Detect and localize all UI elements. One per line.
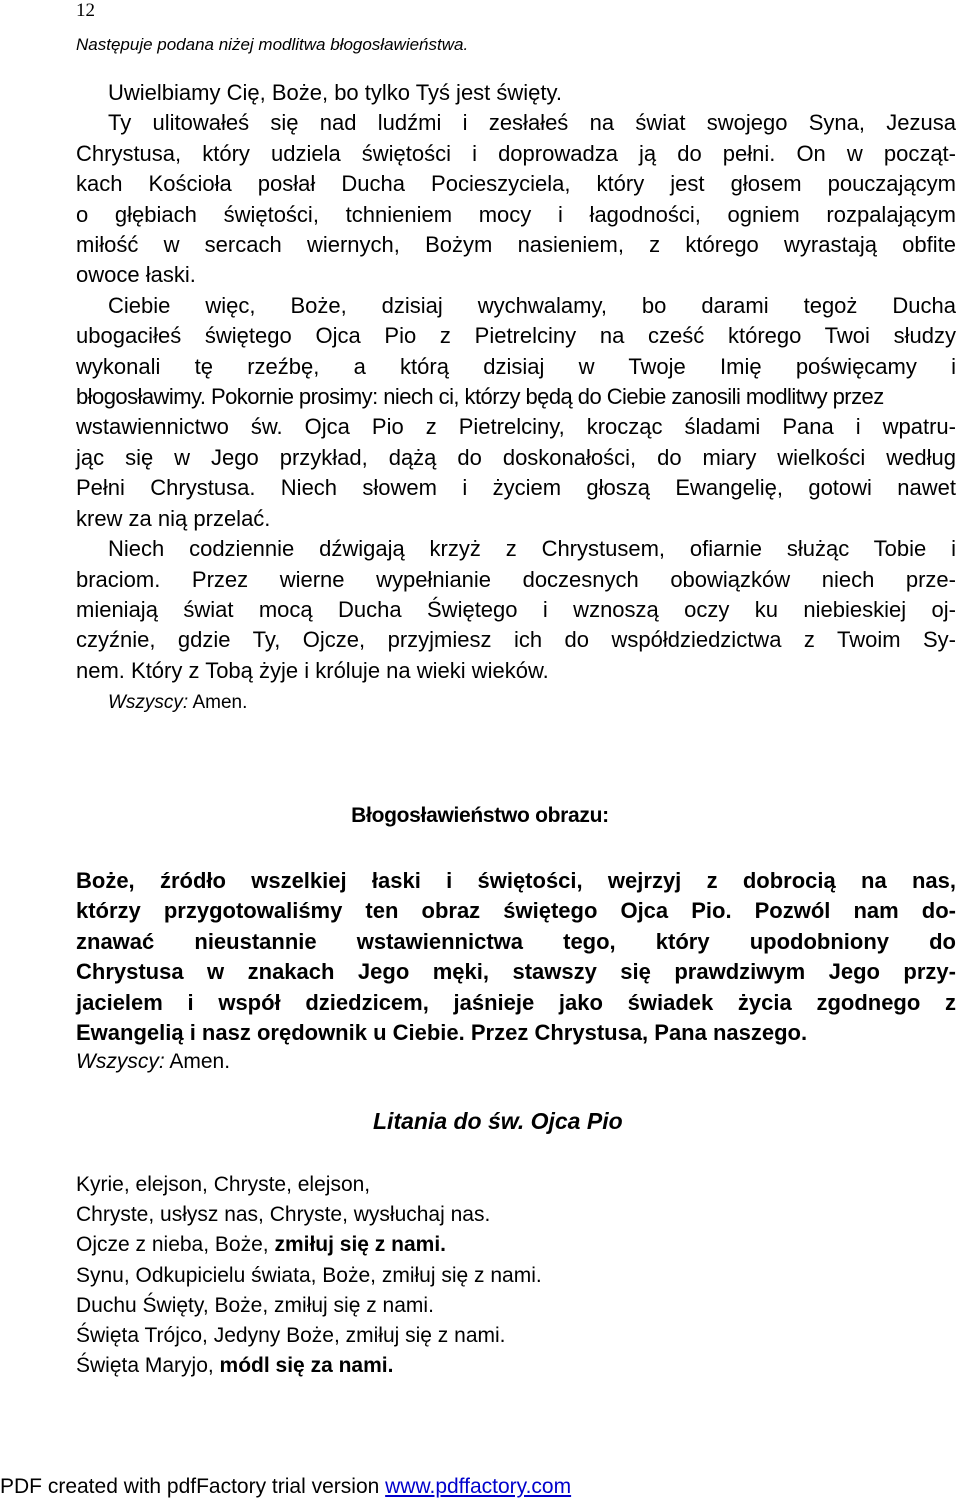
prayer-line: Ciebie więc, Boże, dzisiaj wychwalamy, bo darami tegoż Ducha — [108, 292, 956, 318]
prayer-line: mieniają świat mocą Ducha Świętego i wznoszą oczy ku niebieskiej oj- — [76, 596, 956, 622]
page-number: 12 — [76, 0, 95, 21]
litany-line — [76, 1200, 542, 1230]
blessing-line: którzy przygotowaliśmy ten obraz świętego Ojca Pio. Pozwól nam do- — [76, 898, 956, 924]
blessing-response — [76, 1050, 230, 1074]
litany-line — [76, 1291, 542, 1321]
prayer-line: ubogaciłeś świętego Ojca Pio z Pietrelciny na cześć którego Twoi słudzy — [76, 323, 956, 349]
prayer-line: czyźnie, gdzie Ty, Ojcze, przyjmiesz ich do współdziedzictwa z Twoim Sy- — [76, 627, 956, 653]
blessing-line: Boże, źródło wszelkiej łaski i świętości, wejrzyj z dobrocią na nas, — [76, 868, 956, 893]
response-text: Amen. — [188, 692, 248, 713]
prayer-line: krew za nią przelać. — [76, 505, 271, 531]
image-blessing-text — [76, 866, 956, 1048]
litany-response: módl się za nami. — [219, 1354, 394, 1378]
litany-invocation: Ojcze z nieba, Boże, — [76, 1233, 275, 1257]
litany-invocation: Synu, Odkupicielu świata, Boże, zmiłuj się z nami. — [76, 1263, 542, 1287]
section-title: Błogosławieństwo obrazu: — [351, 804, 609, 827]
blessing-line: Ewangelią i nasz orędownik u Ciebie. Przez Chrystusa, Pana naszego. — [76, 1020, 808, 1046]
intro-note: Następuje podana niżej modlitwa błogosławieństwa. — [76, 35, 469, 54]
prayer-response — [108, 692, 247, 714]
blessing-prayer — [76, 78, 956, 686]
prayer-line: Chrystusa, który udziela świętości i doprowadza ją do pełni. On w począt- — [76, 140, 956, 166]
litany-invocation: Kyrie, elejson, Chryste, elejson, — [76, 1173, 371, 1196]
litany-invocation: Duchu Święty, Boże, zmiłuj się z nami. — [76, 1293, 434, 1317]
litany-invocation: Święta Maryjo, — [76, 1354, 220, 1378]
response-label: Wszyscy: — [108, 692, 189, 713]
prayer-line: owoce łaski. — [76, 262, 196, 288]
prayer-line: wykonali tę rzeźbę, a którą dzisiaj w Twoje Imię poświęcamy i — [76, 353, 956, 379]
pdffactory-link[interactable]: www.pdffactory.com — [385, 1475, 572, 1498]
prayer-line: miłość w sercach wiernych, Bożym nasieniem, z którego wyrastają obfite — [76, 232, 956, 258]
litany-line — [76, 1321, 542, 1351]
prayer-line: braciom. Przez wierne wypełnianie doczesnych obowiązków niech prze- — [76, 566, 956, 592]
pdf-footer — [0, 1475, 571, 1499]
prayer-line: jąc się w Jego przykład, dążą do doskonałości, do miary wielkości według — [76, 444, 956, 470]
prayer-line: błogosławimy. Pokornie prosimy: niech ci, którzy będą do Ciebie zanosili modlitwy przez — [76, 384, 884, 410]
prayer-line: nem. Który z Tobą żyje i króluje na wieki wieków. — [76, 657, 549, 683]
blessing-line: znawać nieustannie wstawiennictwa tego, który upodobniony do — [76, 928, 956, 954]
blessing-line: Chrystusa w znakach Jego męki, stawszy się prawdziwym Jego przy- — [76, 959, 956, 985]
prayer-line: Uwielbiamy Cię, Boże, bo tylko Tyś jest święty. — [108, 80, 563, 105]
blessing-line: jacielem i współ dziedzicem, jaśniejе jako świadek życia zgodnego z — [76, 989, 956, 1015]
litany-line — [76, 1351, 542, 1381]
litany-list — [76, 1170, 542, 1381]
litany-line — [76, 1261, 542, 1291]
response-text: Amen. — [164, 1050, 231, 1073]
litany-response: zmiłuj się z nami. — [274, 1233, 446, 1257]
litany-invocation: Święta Trójco, Jedyny Boże, zmiłuj się z nami. — [76, 1324, 506, 1348]
footer-text: PDF created with pdfFactory trial version — [0, 1475, 386, 1498]
prayer-line: o głębiach świętości, tchnieniem mocy i łagodności, ogniem rozpalającym — [76, 201, 956, 227]
prayer-line: wstawiennictwo św. Ojca Pio z Pietrelciny, krocząc śladami Pana i wpatru- — [76, 414, 956, 440]
litany-invocation: Chryste, usłysz nas, Chryste, wysłuchaj nas. — [76, 1203, 491, 1227]
litany-line — [76, 1230, 542, 1260]
prayer-line: Niech codziennie dźwigają krzyż z Chrystusem, ofiarnie służąc Tobie i — [108, 536, 956, 562]
prayer-line: Pełni Chrystusa. Niech słowem i życiem głoszą Ewangelię, gotowi nawet — [76, 475, 956, 501]
litany-line — [76, 1170, 542, 1200]
litany-title: Litania do św. Ojca Pio — [373, 1108, 623, 1134]
response-label: Wszyscy: — [76, 1050, 165, 1073]
prayer-line: kach Kościoła posłał Ducha Pocieszyciela, który jest głosem pouczającym — [76, 171, 956, 197]
prayer-line: Ty ulitowałeś się nad ludźmi i zesłałeś na świat swojego Syna, Jezusa — [108, 110, 956, 136]
